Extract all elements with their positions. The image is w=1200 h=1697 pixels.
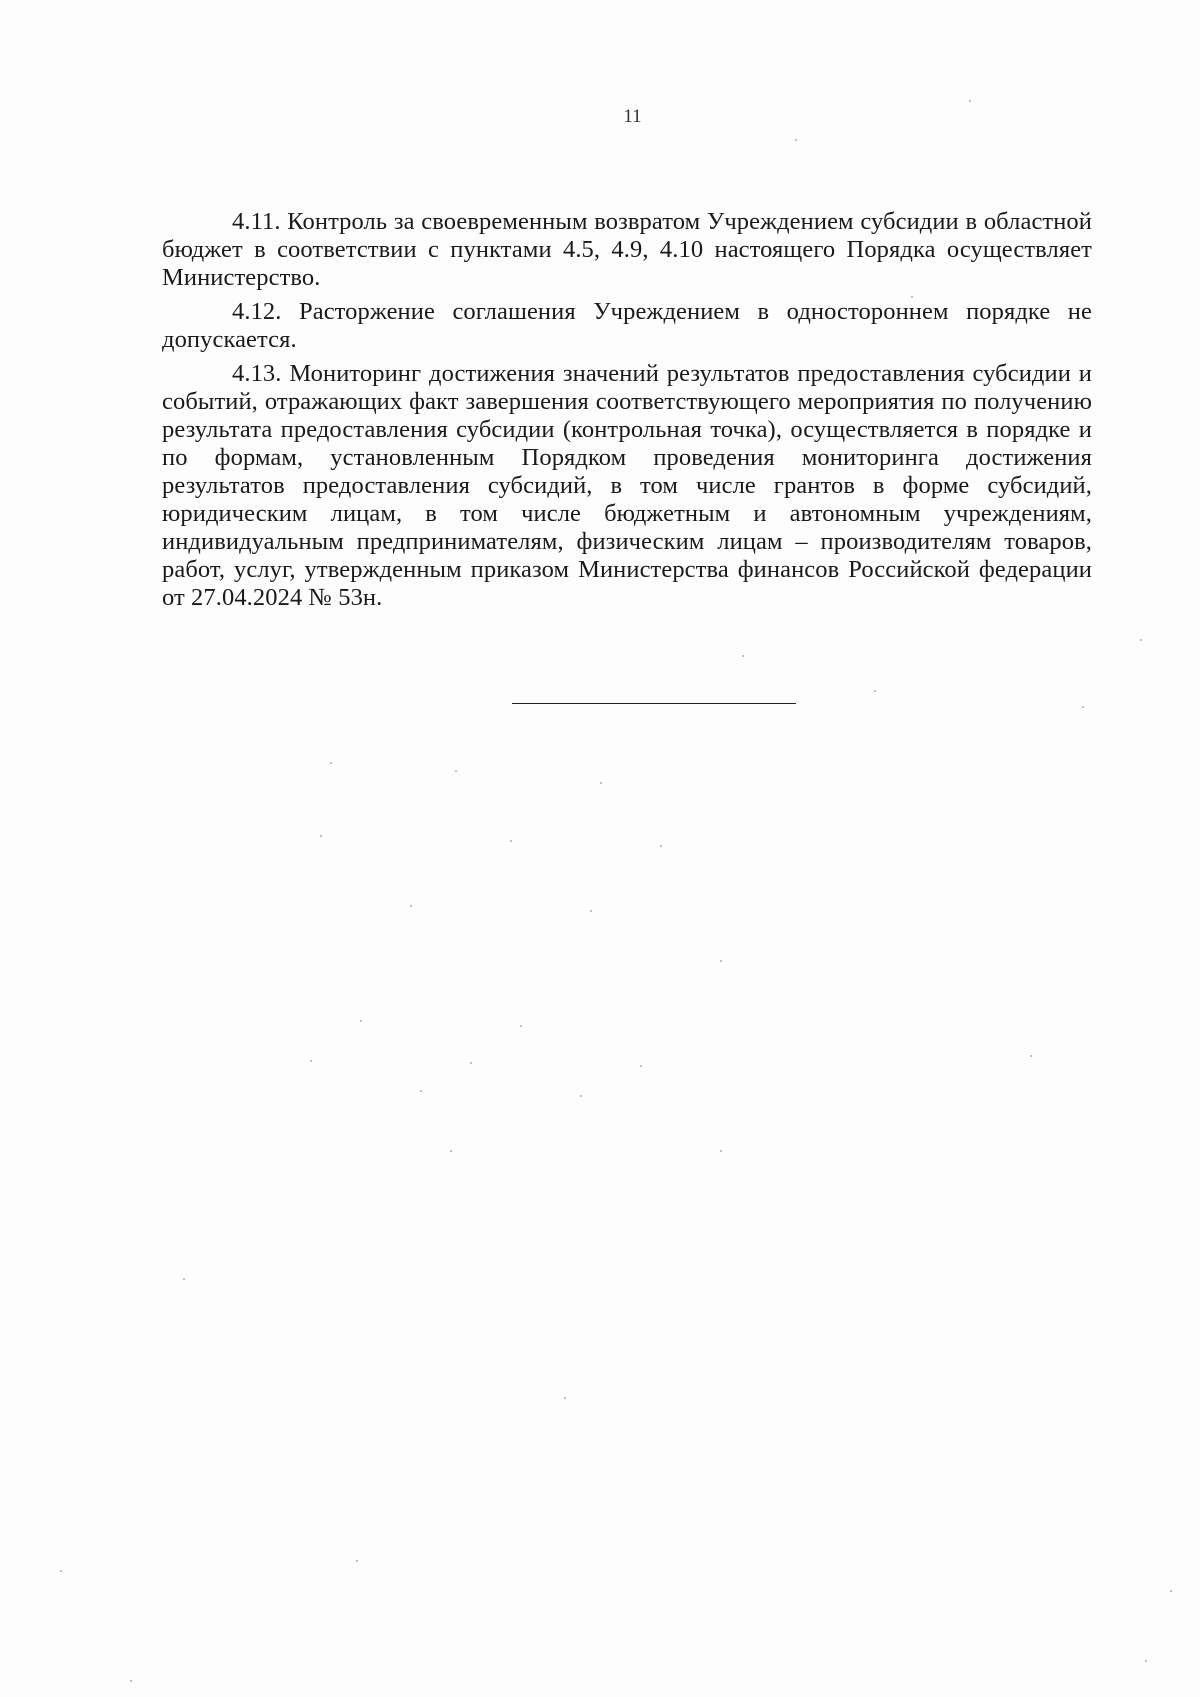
end-divider-line [512, 703, 796, 704]
page-number: 11 [623, 106, 642, 127]
paragraph-4-12: 4.12. Расторжение соглашения Учреждением в одностороннем порядке не допускается. [162, 298, 1092, 353]
paragraph-4-11: 4.11. Контроль за своевременным возвратом Учреждением субсидии в областной бюджет в соответствии с пунктами 4.5, 4.9, 4.10 настоящего Порядка осуществляет Министерство. [162, 208, 1092, 291]
paragraph-4-13: 4.13. Мониторинг достижения значений результатов предоставления субсидии и событий, отражающих факт завершения соответствующего мероприятия по получению результата предоставления субсидии (контрольная точка), осуществляется в порядке и по формам, установленным Порядком проведения мониторинга достижения результатов предоставления субсидий, в том числе грантов в форме субсидий, юридическим лицам, в том числе бюджетным и автономным учреждениям, индивидуальным предпринимателям, физическим лицам – производителям товаров, работ, услуг, утвержденным приказом Министерства финансов Российской федерации от 27.04.2024 № 53н. [162, 360, 1092, 611]
document-body [162, 208, 1092, 612]
